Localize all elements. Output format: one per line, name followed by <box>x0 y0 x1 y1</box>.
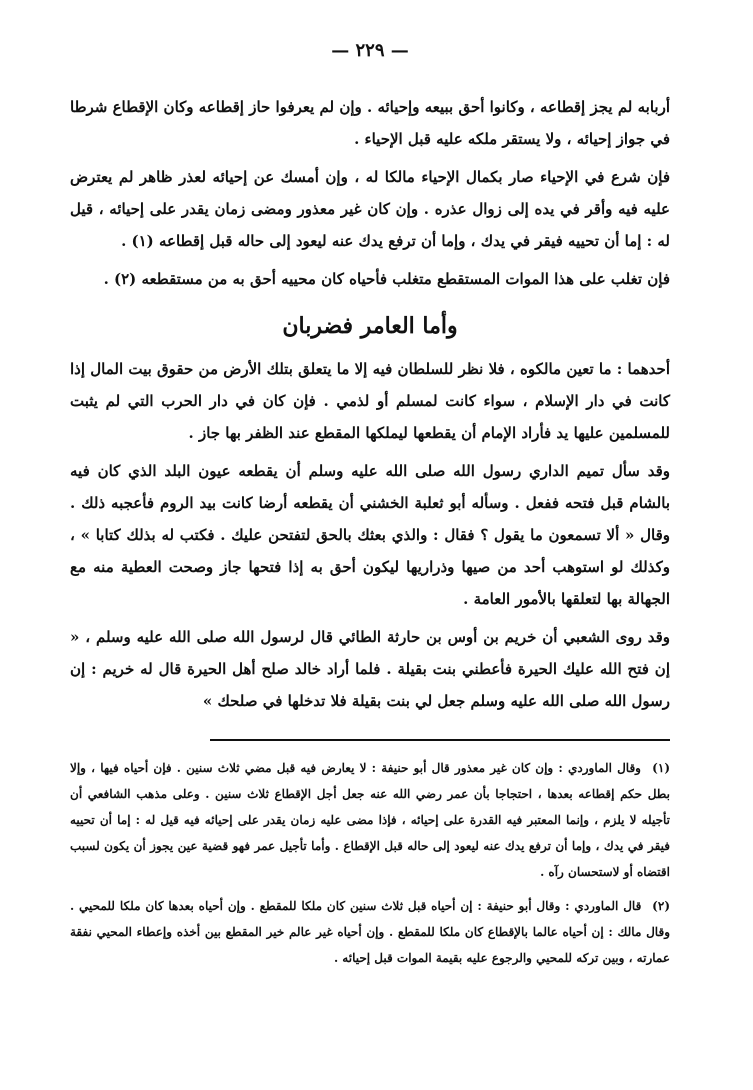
section-heading: وأما العامر فضربان <box>282 313 458 339</box>
footnote <box>70 893 670 971</box>
paragraph: أحدهما : ما تعين مالكوه ، فلا نظر للسلطان فيه إلا ما يتعلق بتلك الأرض من حقوق بيت المال إذا كانت في دار الإسلام ، سواء كانت لمسلم أو لذمي . فإن كان في دار الحرب التي لم يثبت للمسلمين عليها يد فأراد الإمام أن يقطعها ليملكها المقطع عند الظفر بها جاز . <box>70 360 670 442</box>
paragraph: أربابه لم يجز إقطاعه ، وكانوا أحق ببيعه وإحيائه . وإن لم يعرفوا حاز إقطاعه وكان الإقطاع شرطا في جواز إحيائه ، ولا يستقر ملكه عليه قبل الإحياء . <box>70 98 670 148</box>
page-number: — ٢٢٩ — <box>331 40 409 61</box>
footnote-divider <box>210 739 670 741</box>
paragraph: فإن شرع في الإحياء صار بكمال الإحياء مالكا له ، وإن أمسك عن إحيائه لعذر ظاهر لم يعترض عليه فيه وأقر في يده إلى زوال عذره . وإن كان غير معذور ومضى زمان يقدر على إحيائه ، قيل له : إما أن تحييه فيقر في يدك ، وإما أن ترفع يدك عنه ليعود إلى حاله قبل إقطاعه (١) . <box>70 168 670 250</box>
footnote-text: وقال الماوردي : وإن كان غير معذور قال أبو حنيفة : لا يعارض فيه قبل مضي ثلاث سنين . فإن أحياه فيها ، وإلا بطل حكم إقطاعه بعدها ، احتجاجا بأن عمر رضي الله عنه جعل أجل الإقطاع ثلاث سنين . وعلى مذهب الشافعي أن تأجيله لا يلزم ، وإنما المعتبر فيه القدرة على إحيائه ، فإذا مضى عليه زمان يقدر على إحيائه فيه قيل له : إما أن تحييه فيقر في يدك ، وإما أن ترفع يدك عنه ليعود إلى حاله قبل الإقطاع . وأما تأجيل عمر فهو قضية عين يجوز أن يكون لسبب اقتضاه أو لاستحسان رآه . <box>70 761 670 879</box>
paragraph: وقد روى الشعبي أن خريم بن أوس بن حارثة الطائي قال لرسول الله صلى الله عليه وسلم ، « إن فتح الله عليك الحيرة فأعطني بنت بقيلة . فلما أراد خالد صلح أهل الحيرة قال له خريم : إن رسول الله صلى الله عليه وسلم جعل لي بنت بقيلة فلا تدخلها في صلحك » <box>70 628 670 710</box>
footnote <box>70 755 670 885</box>
footnote-marker: (٢) <box>652 899 670 913</box>
document-page <box>70 40 670 979</box>
paragraph: فإن تغلب على هذا الموات المستقطع متغلب فأحياه كان محييه أحق به من مستقطعه (٢) . <box>103 270 670 288</box>
paragraph: وقد سأل تميم الداري رسول الله صلى الله عليه وسلم أن يقطعه عيون البلد الذي كان فيه بالشام قبل فتحه ففعل . وسأله أبو ثعلبة الخشني أن يقطعه أرضا كانت بيد الروم فأعجبه ذلك . وقال « ألا تسمعون ما يقول ؟ فقال : والذي بعثك بالحق لتفتحن عليك . فكتب له بذلك كتابا » ، وكذلك لو استوهب أحد من صيها وذراريها ليكون أحق به إذا فتحها جاز وصحت العطية منه مع الجهالة بها لتعلقها بالأمور العامة . <box>70 462 670 608</box>
footnote-marker: (١) <box>652 761 670 775</box>
footnote-text: قال الماوردي : وقال أبو حنيفة : إن أحياه قبل ثلاث سنين كان ملكا للمقطع . وإن أحياه بعدها كان ملكا للمحيي . وقال مالك : إن أحياه عالما بالإقطاع كان ملكا للمقطع . وإن أحياه غير عالم خير المقطع بين أخذه وإعطاء المحيي نفقة عمارته ، وبين تركه للمحيي والرجوع عليه بقيمة الموات قبل إحيائه . <box>70 899 670 965</box>
